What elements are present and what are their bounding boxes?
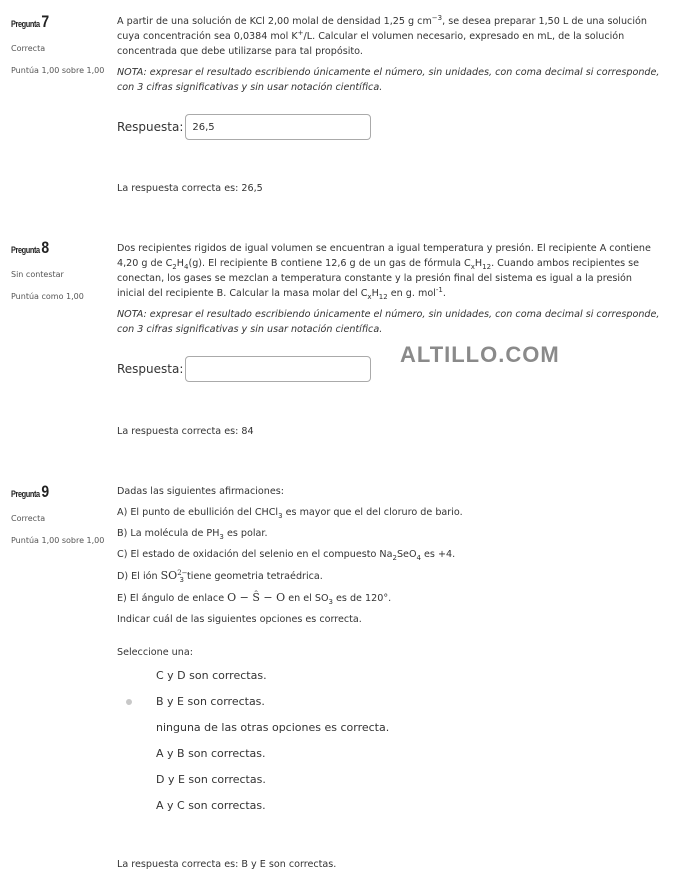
question-grade: Puntúa 1,00 sobre 1,00 xyxy=(11,66,105,75)
answer-label: Respuesta: xyxy=(117,361,184,376)
question-grade: Puntúa 1,00 sobre 1,00 xyxy=(11,536,105,545)
correct-answer-feedback: La respuesta correcta es: 84 xyxy=(117,426,254,437)
question-grade: Puntúa como 1,00 xyxy=(11,292,84,301)
answer-label: Respuesta: xyxy=(117,119,184,134)
option-b-y-e[interactable]: B y E son correctas. xyxy=(117,688,389,714)
question-9-info xyxy=(11,482,106,548)
question-state: Correcta xyxy=(11,514,46,523)
option-a-y-b[interactable]: A y B son correctas. xyxy=(156,746,266,760)
answer-options xyxy=(117,662,389,818)
question-7-text: A partir de una solución de KCl 2,00 molal de densidad 1,25 g $cm^{-3}$, se desea preparar 1,50 L de una solución cuya concentración sea 0,0384 mol K+/L. Calcular el volumen necesario, expresado en mL, de la solución concentrada que debe utilizarse para tal propósito. NOTA: expresar el resultado escribiendo únicamente el número, sin unidades, con coma decimal si corresponde, con 3 cifras significativas y sin usar notación científica. xyxy=(117,14,677,95)
question-7-info xyxy=(11,12,106,78)
question-state: Correcta xyxy=(11,44,46,53)
correct-answer-feedback: La respuesta correcta es: 26,5 xyxy=(117,183,263,194)
question-8-info xyxy=(11,238,106,304)
question-9-text: Dadas las siguientes afirmaciones: A) El punto de ebullición del CHCl$_3$ es mayor que el del cloruro de bario. B) La molécula de $PH_3$ es polar. C) El estado de oxidación del selenio en el compuesto $Na_2SeO_4$ es +4. D) El ión $SO^{2-}_3$ tiene geometria tetraédrica. E) El ángulo de enlace O − Ŝ − O en el $SO_3$ es de 120°. Indicar cuál de las siguientes opciones es correcta. Seleccione una: xyxy=(117,484,677,660)
question-number: Pregunta 9 xyxy=(11,482,50,501)
radio-selected-icon[interactable] xyxy=(126,699,132,705)
question-number: Pregunta 7 xyxy=(11,12,50,31)
question-state: Sin contestar xyxy=(11,270,64,279)
option-ninguna[interactable]: ninguna de las otras opciones es correcta. xyxy=(156,720,390,734)
answer-input[interactable]: 26,5 xyxy=(185,114,371,140)
answer-input[interactable] xyxy=(185,356,371,382)
select-label: Seleccione una: xyxy=(117,647,193,658)
question-note: NOTA: expresar el resultado escribiendo únicamente el número, sin unidades, con coma decimal si corresponde, con 3 cifras significativas y sin usar notación científica. xyxy=(117,67,660,93)
question-note: NOTA: expresar el resultado escribiendo únicamente el número, sin unidades, con coma decimal si corresponde, con 3 cifras significativas y sin usar notación científica. xyxy=(117,309,660,335)
watermark: ALTILLO.COM xyxy=(400,342,560,367)
answer-row xyxy=(117,114,677,140)
option-d-y-e[interactable]: D y E son correctas. xyxy=(156,772,266,786)
answer-row xyxy=(117,356,677,382)
correct-answer-feedback: La respuesta correcta es: B y E son correctas. xyxy=(117,859,337,870)
question-number: Pregunta 8 xyxy=(11,238,50,257)
option-a-y-c[interactable]: A y C son correctas. xyxy=(156,798,266,812)
question-8-text: Dos recipientes rigidos de igual volumen se encuentran a igual temperatura y presión. El recipiente A contiene 4,20 g de $C_2H_4(g)$. El recipiente B contiene 12,6 g de un gas de fórmula $C_xH_{12}$. Cuando ambos recipientes se conectan, los gases se mezclan a temperatura constante y la presión final del sistema es igual a la presión inicial del recipiente B. Calcular la masa molar del $C_xH_{12}$ en g. mol$^{-1}$. NOTA: expresar el resultado escribiendo únicamente el número, sin unidades, con coma decimal si corresponde, con 3 cifras significativas y sin usar notación científica. xyxy=(117,241,677,337)
option-c-y-d[interactable]: C y D son correctas. xyxy=(156,668,267,682)
